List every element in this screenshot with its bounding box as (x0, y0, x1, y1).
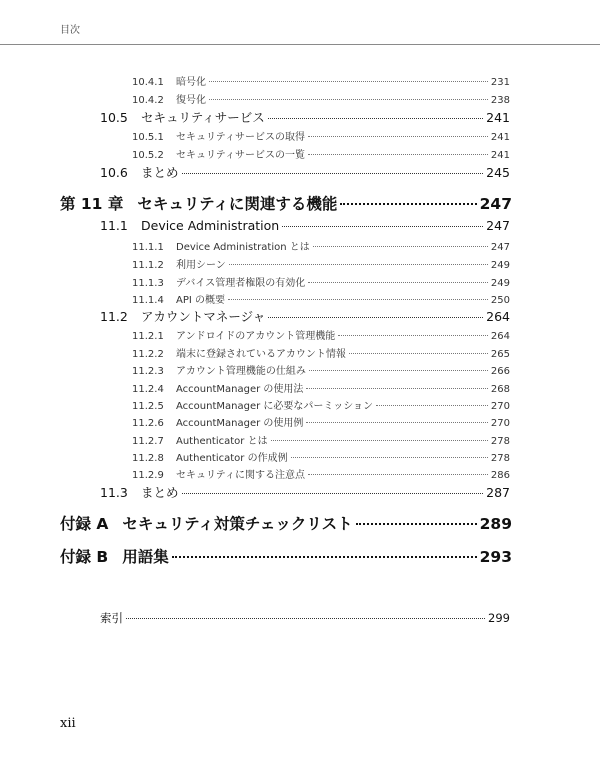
entry-page: 249 (490, 260, 510, 271)
entry-number: 11.2.1 (132, 331, 164, 342)
dot-leader (182, 173, 484, 174)
toc-entry-11-1-1[interactable] (132, 238, 510, 253)
toc-entry-appendix-a[interactable] (60, 512, 512, 534)
entry-title: アカウント管理機能の仕組み (176, 366, 306, 377)
entry-title: セキュリティサービス (141, 110, 265, 125)
toc-entry-11-2-3[interactable] (132, 362, 510, 377)
entry-number: 11.2.2 (132, 349, 164, 360)
dot-leader (172, 556, 477, 558)
toc-entry-11-2-2[interactable] (132, 345, 510, 360)
dot-leader (268, 118, 483, 119)
entry-page: 250 (490, 295, 510, 306)
entry-page: 241 (486, 110, 510, 125)
toc-entry-11-1-3[interactable] (132, 274, 510, 289)
dot-leader (209, 81, 488, 82)
entry-number: 11.2.8 (132, 453, 164, 464)
toc-entry-11-2-9[interactable] (132, 466, 510, 481)
entry-number: 11.2.3 (132, 366, 164, 377)
entry-title: アカウントマネージャ (141, 309, 266, 324)
entry-page: 270 (490, 401, 510, 412)
entry-page: 287 (486, 485, 510, 500)
entry-title: Authenticator とは (176, 436, 268, 447)
entry-number: 11.1 (100, 218, 128, 233)
dot-leader (308, 154, 488, 155)
entry-number: 11.2.6 (132, 418, 164, 429)
entry-number: 11.2 (100, 309, 128, 324)
entry-number: 11.1.2 (132, 260, 164, 271)
toc-entry-11-1-4[interactable] (132, 291, 510, 306)
entry-title: AccountManager の使用例 (176, 418, 304, 429)
entry-page: 241 (490, 132, 510, 143)
entry-page: 286 (490, 470, 510, 481)
entry-page: 231 (490, 77, 510, 88)
toc-entry-11-2-8[interactable] (132, 449, 510, 464)
toc-entry-chapter-11[interactable] (60, 192, 512, 214)
dot-leader (340, 203, 476, 205)
entry-page: 278 (490, 436, 510, 447)
entry-page: 249 (490, 278, 510, 289)
dot-leader (306, 388, 488, 389)
toc-entry-11-2-5[interactable] (132, 397, 510, 412)
toc-entry-11-1-2[interactable] (132, 256, 510, 271)
dot-leader (126, 618, 485, 619)
entry-title: デバイス管理者権限の有効化 (176, 278, 306, 289)
entry-page: 264 (486, 309, 510, 324)
dot-leader (376, 405, 488, 406)
entry-title: AccountManager に必要なパーミッション (176, 401, 373, 412)
entry-title: アンドロイドのアカウント管理機能 (176, 331, 336, 342)
entry-page: 241 (490, 150, 510, 161)
dot-leader (338, 335, 488, 336)
entry-title: AccountManager の使用法 (176, 384, 304, 395)
entry-title: まとめ (141, 165, 179, 180)
entry-number: 11.2.7 (132, 436, 164, 447)
entry-page: 245 (486, 165, 510, 180)
entry-number: 10.5.2 (132, 150, 164, 161)
dot-leader (308, 136, 488, 137)
entry-number: 10.4.2 (132, 95, 164, 106)
toc-entry-10-5-2[interactable] (132, 146, 510, 161)
entry-title: Authenticator の作成例 (176, 453, 288, 464)
running-header-label: 目次 (60, 25, 80, 36)
entry-page: 268 (490, 384, 510, 395)
entry-number: 10.4.1 (132, 77, 164, 88)
toc-entry-11-1[interactable] (100, 218, 510, 233)
toc-entry-index[interactable] (100, 610, 510, 626)
entry-page: 289 (479, 515, 512, 533)
entry-number: 10.5.1 (132, 132, 164, 143)
toc-entry-10-6[interactable] (100, 163, 510, 181)
dot-leader (356, 523, 477, 525)
entry-number: 11.3 (100, 485, 128, 500)
entry-title: Device Administration とは (176, 242, 310, 253)
entry-number: 11.2.9 (132, 470, 164, 481)
entry-title: 復号化 (176, 95, 206, 106)
entry-page: 278 (490, 453, 510, 464)
entry-page: 247 (486, 218, 510, 233)
dot-leader (282, 226, 483, 227)
entry-page: 247 (490, 242, 510, 253)
entry-number: 11.1.4 (132, 295, 164, 306)
dot-leader (209, 99, 488, 100)
entry-page: 265 (490, 349, 510, 360)
entry-number: 10.5 (100, 110, 128, 125)
dot-leader (268, 317, 483, 318)
toc-entry-11-2-6[interactable] (132, 414, 510, 429)
dot-leader (306, 422, 488, 423)
dot-leader (308, 474, 488, 475)
entry-title: セキュリティに関連する機能 (137, 195, 338, 213)
entry-title: セキュリティサービスの一覧 (176, 150, 305, 161)
dot-leader (229, 264, 488, 265)
entry-page: 238 (490, 95, 510, 106)
entry-title: セキュリティ対策チェックリスト (122, 515, 353, 533)
dot-leader (308, 282, 488, 283)
entry-page: 293 (479, 548, 512, 566)
dot-leader (182, 493, 484, 494)
dot-leader (228, 299, 488, 300)
entry-page: 270 (490, 418, 510, 429)
entry-title: API の概要 (176, 295, 225, 306)
entry-title: 索引 (100, 611, 123, 625)
dot-leader (309, 370, 488, 371)
dot-leader (313, 246, 488, 247)
entry-number: 11.2.4 (132, 384, 164, 395)
entry-number: 付録 A (60, 515, 109, 533)
running-header (0, 0, 600, 45)
entry-title: 利用シーン (176, 260, 226, 271)
toc-entry-10-5[interactable] (100, 108, 510, 126)
toc-entry-11-2[interactable] (100, 307, 510, 325)
toc-entry-11-2-7[interactable] (132, 432, 510, 447)
toc-entry-11-2-4[interactable] (132, 380, 510, 395)
entry-number: 11.1.3 (132, 278, 164, 289)
entry-title: セキュリティサービスの取得 (176, 132, 305, 143)
entry-title: 端末に登録されているアカウント情報 (176, 349, 346, 360)
entry-page: 247 (479, 195, 512, 213)
entry-title: Device Administration (141, 218, 280, 233)
dot-leader (349, 353, 488, 354)
dot-leader (291, 457, 488, 458)
toc-entry-10-5-1[interactable] (132, 128, 510, 143)
entry-number: 10.6 (100, 165, 128, 180)
entry-title: 暗号化 (176, 77, 206, 88)
entry-page: 264 (490, 331, 510, 342)
entry-number: 付録 B (60, 548, 109, 566)
toc-entry-10-4-1[interactable] (132, 73, 510, 88)
page-number: xii (60, 716, 76, 731)
toc-entry-10-4-2[interactable] (132, 91, 510, 106)
toc-entry-11-2-1[interactable] (132, 327, 510, 342)
entry-page: 266 (490, 366, 510, 377)
toc-entry-appendix-b[interactable] (60, 545, 512, 567)
entry-number: 第 11 章 (60, 195, 124, 213)
entry-title: セキュリティに関する注意点 (176, 470, 305, 481)
toc-entry-11-3[interactable] (100, 483, 510, 501)
entry-number: 11.2.5 (132, 401, 164, 412)
entry-number: 11.1.1 (132, 242, 164, 253)
entry-title: 用語集 (122, 548, 169, 566)
dot-leader (271, 440, 488, 441)
entry-page: 299 (488, 611, 510, 625)
entry-title: まとめ (141, 485, 179, 500)
